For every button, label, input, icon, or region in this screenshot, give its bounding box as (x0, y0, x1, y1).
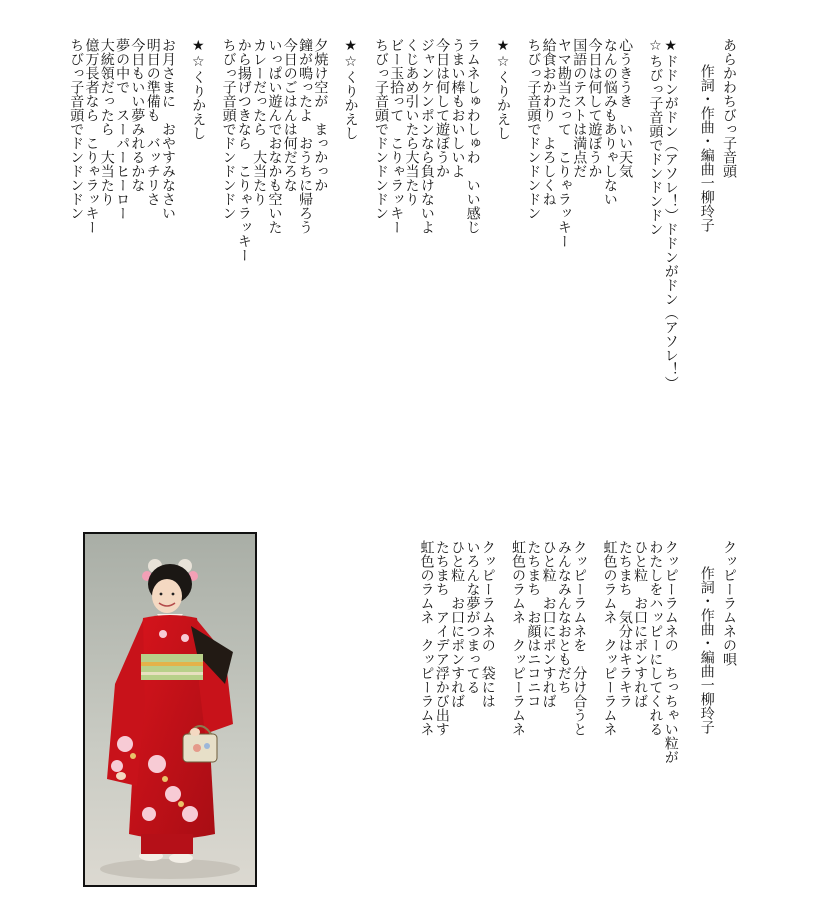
spacer (510, 38, 525, 418)
spacer (358, 38, 373, 418)
lyric-line: クッピーラムネの ちっちゃい粒が (662, 540, 679, 764)
song-kuppie-lyrics (418, 540, 736, 900)
spacer (678, 540, 693, 900)
lyric-line: カレーだったら 大当たり (251, 38, 268, 206)
lyric-line: ☆ちびっ子音頭でドンドンドン (647, 38, 664, 236)
lyric-line: 夢の中で スーパーヒーロー (114, 38, 131, 220)
spacer (175, 38, 190, 418)
lyric-line: ひと粒 お口にポンすれば (632, 540, 649, 708)
lyric-line: ジャンケンポンなら負けないよ (418, 38, 435, 234)
lyric-line: ちびっ子音頭でドンドンドン (68, 38, 85, 220)
song-title: あらかわちびっ子音頭 (721, 38, 737, 178)
lyric-line: 大統領だったら 大当たり (98, 38, 115, 206)
lyric-line: たちまち お顔はニコニコ (525, 540, 542, 708)
lyric-line: 鐘が鳴ったよ おうちに帰ろう (297, 38, 314, 234)
spacer (205, 38, 220, 418)
credit-name: 一柳玲子 (698, 176, 715, 232)
spacer (327, 38, 342, 418)
lyric-line: なんの悩みもありゃしない (601, 38, 618, 206)
lyric-line: 夕焼け空が まっかっか (312, 38, 329, 192)
lyric-line: お月さまに おやすみなさい (159, 38, 176, 220)
lyric-line: 億万長者なら こりゃラッキー (83, 38, 100, 234)
credit-role: 作詞・作曲・編曲 (698, 64, 715, 176)
song-title: クッピーラムネの唄 (721, 540, 737, 666)
spacer (632, 38, 647, 418)
lyric-line: ラムネしゅわしゅわ いい感じ (464, 38, 481, 234)
lyric-line: みんなみんなおともだち (555, 540, 572, 694)
lyric-line: ちびっ子音頭でドンドンドン (220, 38, 237, 220)
spacer (586, 540, 601, 900)
lyric-line: 虹色のラムネ クッピーラムネ (601, 540, 618, 736)
lyric-line: ちびっ子音頭でドンドンドン (372, 38, 389, 220)
spacer (678, 38, 693, 418)
credit-role: 作詞・作曲・編曲 (698, 566, 715, 678)
lyric-line: ヤマ勘当たって こりゃラッキー (555, 38, 572, 248)
lyric-line: ひと粒 お口にポンすれば (540, 540, 557, 708)
lyric-line: 今日もいい夢みれるかな (129, 38, 146, 192)
lyric-line: わたしをハッピーにしてくれる (647, 540, 664, 736)
lyric-line: くじあめ引いたら大当たり (403, 38, 420, 206)
lyric-line: ★☆くりかえし (342, 38, 359, 140)
credit-name: 一柳玲子 (698, 678, 715, 734)
lyric-line: クッピーラムネを 分け合うと (571, 540, 588, 736)
lyric-line: ★☆くりかえし (495, 38, 512, 140)
lyric-line: 今日のごはんは何だろな (281, 38, 298, 192)
lyric-line: ★☆くりかえし (190, 38, 207, 140)
lyric-line: ひと粒 お口にポンすれば (449, 540, 466, 708)
spacer (480, 38, 495, 418)
lyric-line: 今日は何して遊ぼうか (586, 38, 603, 178)
lyric-line: いっぱい遊んでおなかも空いた (266, 38, 283, 234)
lyric-line: 虹色のラムネ クッピーラムネ (510, 540, 527, 736)
lyric-line: ビー玉拾って こりゃラッキー (388, 38, 405, 234)
lyric-line: うまい棒もおいしいよ (449, 38, 466, 178)
lyric-line: たちまち 気分はキラキラ (616, 540, 633, 708)
lyric-line: 心うきうき いい天気 (617, 38, 634, 178)
lyric-line: たちまち アイデア浮かび出す (433, 540, 450, 736)
song-credit (693, 38, 721, 418)
kimono-girl-photo (83, 532, 257, 887)
lyric-line: 給食おかわり よろしくね (540, 38, 557, 206)
lyric-line: 今日は何して遊ぼうか (434, 38, 451, 178)
song-arakawa-lyrics (68, 38, 736, 418)
lyric-line: いろんな夢がつまってる (464, 540, 481, 694)
lyric-line: 虹色のラムネ クッピーラムネ (418, 540, 435, 736)
song-credit (693, 540, 721, 900)
lyric-line: から揚げつきなら こりゃラッキー (235, 38, 252, 262)
lyric-line: ちびっ子音頭でドンドンドン (525, 38, 542, 220)
lyric-line: 国語のテストは満点だ (571, 38, 588, 178)
lyric-line: 明日の準備も バッチリさ (144, 38, 161, 206)
lyric-line: ★ドドンがドン（アソレ！）ドドンがドン（アソレ！） (662, 38, 679, 390)
lyric-line: クッピーラムネの 袋には (479, 540, 496, 708)
photo-image (85, 534, 255, 885)
spacer (495, 540, 510, 900)
